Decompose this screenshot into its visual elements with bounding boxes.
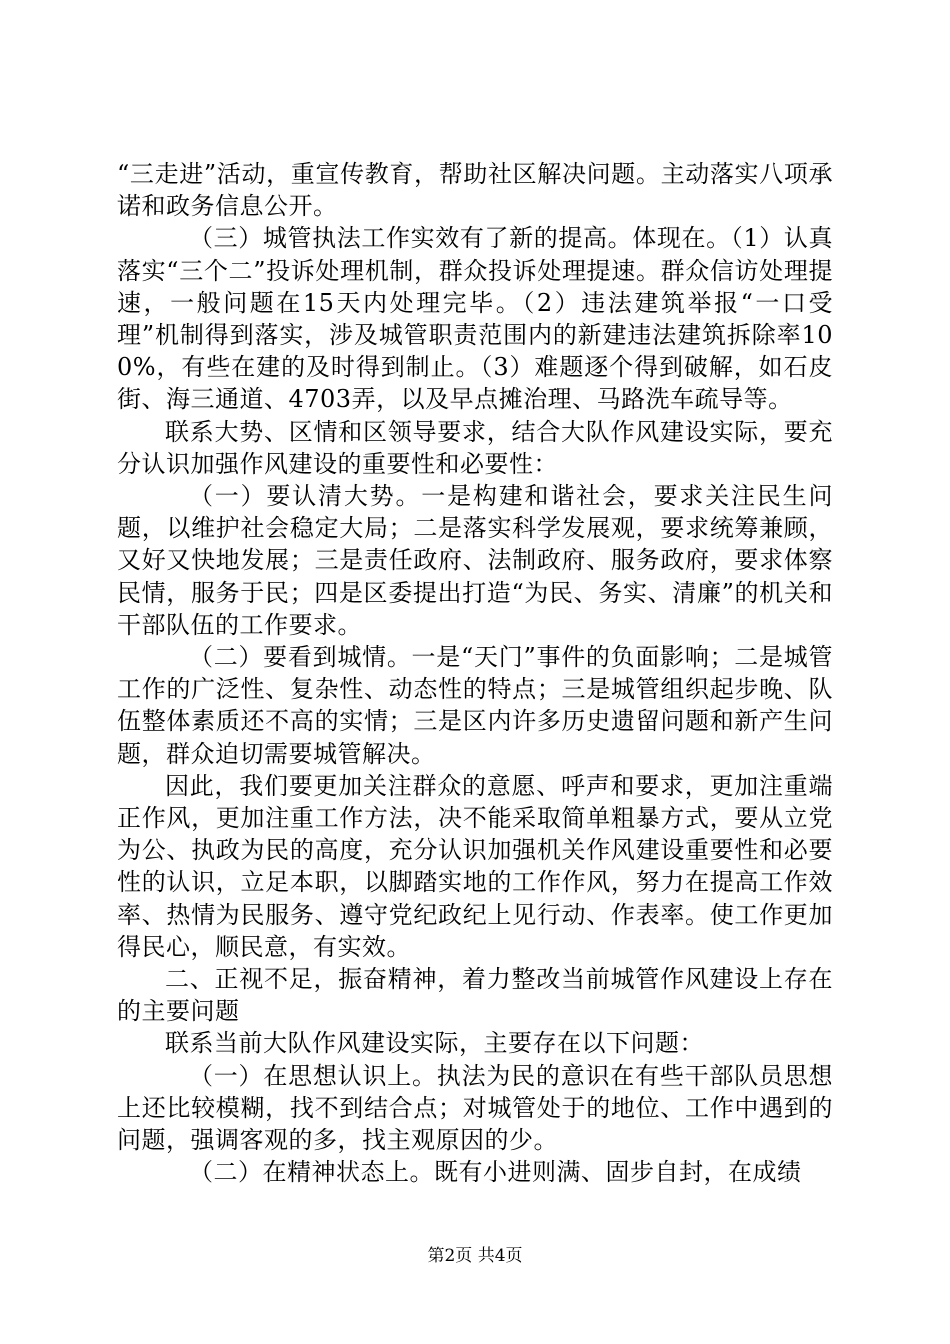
page-number-label: 第2页 共4页 <box>427 1246 523 1266</box>
paragraph-10: （二）在精神状态上。既有小进则满、固步自封，在成绩 <box>189 1158 802 1187</box>
document-body <box>117 158 833 1189</box>
paragraph-2: （三）城管执法工作实效有了新的提高。体现在。（1）认真落实“三个二”投诉处理机制，群众投诉处理提速。群众信访处理提速，一般问题在15天内处理完毕。（2）违法建筑举报“一口受理”机制得到落实，涉及城管职责范围内的新建违法建筑拆除率100%，有些在建的及时得到制止。（3）难题逐个得到破解，如石皮街、海三通道、4703弄，以及早点摊治理、马路洗车疏导等。 <box>117 224 833 414</box>
paragraph-6: 因此，我们要更加关注群众的意愿、呼声和要求，更加注重端正作风，更加注重工作方法，决不能采取简单粗暴方式，要从立党为公、执政为民的高度，充分认识加强机关作风建设重要性和必要性的认识，立足本职，以脚踏实地的工作作风，努力在提高工作效率、热情为民服务、遵守党纪政纪上见行动、作表率。使工作更加得民心，顺民意，有实效。 <box>117 771 833 961</box>
paragraph-1: “三走进”活动，重宣传教育，帮助社区解决问题。主动落实八项承诺和政务信息公开。 <box>117 160 833 221</box>
paragraph-3: 联系大势、区情和区领导要求，结合大队作风建设实际，要充分认识加强作风建设的重要性和必要性： <box>117 417 833 478</box>
paragraph-5: （二）要看到城情。一是“天门”事件的负面影响；二是城管工作的广泛性、复杂性、动态性的特点；三是城管组织起步晚、队伍整体素质还不高的实情；三是区内许多历史遗留问题和新产生问题，群众迫切需要城管解决。 <box>117 643 833 768</box>
section-heading-2: 二、正视不足，振奋精神，着力整改当前城管作风建设上存在的主要问题 <box>117 965 833 1026</box>
paragraph-8: 联系当前大队作风建设实际，主要存在以下问题： <box>165 1029 704 1058</box>
paragraph-4: （一）要认清大势。一是构建和谐社会，要求关注民生问题，以维护社会稳定大局；二是落实科学发展观，要求统筹兼顾，又好又快地发展；三是责任政府、法制政府、服务政府，要求体察民情，服务于民；四是区委提出打造“为民、务实、清廉”的机关和干部队伍的工作要求。 <box>117 482 833 639</box>
page-footer <box>0 1246 950 1266</box>
paragraph-9: （一）在思想认识上。执法为民的意识在有些干部队员思想上还比较模糊，找不到结合点；对城管处于的地位、工作中遇到的问题，强调客观的多，找主观原因的少。 <box>117 1061 833 1155</box>
